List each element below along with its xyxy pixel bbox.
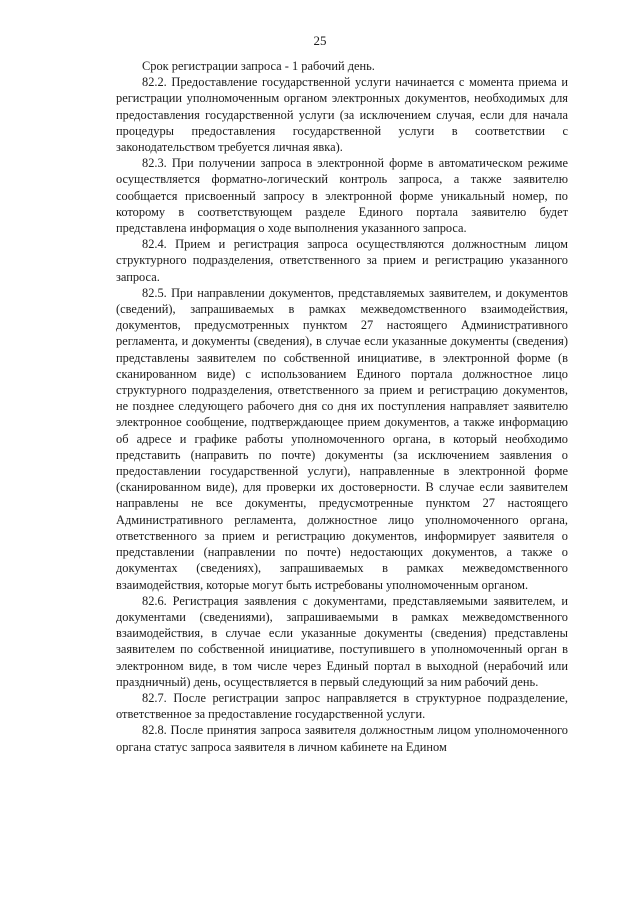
paragraph-82-8: 82.8. После принятия запроса заявителя должностным лицом уполномоченного органа статус запроса заявителя в личном кабинете на Едином [116,723,568,754]
paragraph-82-4: 82.4. Прием и регистрация запроса осуществляются должностным лицом структурного подразделения, ответственного за прием и регистрацию указанного запроса. [116,237,568,284]
paragraph-82-7: 82.7. После регистрации запрос направляется в структурное подразделение, ответственное за предоставление государственной услуги. [116,690,568,722]
paragraph-82-3: 82.3. При получении запроса в электронной форме в автоматическом режиме осуществляется форматно-логический контроль запроса, а также заявителю сообщается присвоенный запросу в электронной форме уникальный номер, по которому в соответствующем разделе Единого портала заявителю будет представлена информация о ходе выполнения указанного запроса. [116,156,568,236]
paragraph-82-5: 82.5. При направлении документов, представляемых заявителем, и документов (сведений), запрашиваемых в рамках межведомственного взаимодействия, документов, предусмотренных пунктом 27 настоящего Административного регламента, и документы (сведения), в случае если указанные документы (сведения) представлены заявителем по собственной инициативе, в электронной форме (в сканированном виде) с использованием Единого портала должностное лицо структурного подразделения, ответственного за прием и регистрацию документов, не позднее следующего рабочего дня со дня их поступления направляет заявителю электронное сообщение, подтверждающее прием документов, а также информацию об адресе и графике работы уполномоченного органа, в который необходимо представить (направить по почте) документы (за исключением заявления о предоставлении государственной услуги), направленные в электронной форме (сканированном виде), для проверки их достоверности. В случае если заявителем направлены не все документы, предусмотренные пунктом 27 настоящего Административного регламента, должностное лицо уполномоченного органа, ответственного за прием и регистрацию документов, информирует заявителя о представлении (направлении по почте) недостающих документов, а также о документах (сведениях), запрашиваемых в рамках межведомственного взаимодействия, которые могут быть истребованы уполномоченным органом. [116,285,568,592]
paragraph-82-2: 82.2. Предоставление государственной услуги начинается с момента приема и регистрации уполномоченным органом электронных документов, необходимых для предоставления государственной услуги (за исключением случая, если для начала процедуры предоставления государственной услуги в соответствии с законодательством требуется личная явка). [116,75,568,155]
page-number: 25 [313,33,327,48]
document-body [116,58,568,755]
paragraph-82-6: 82.6. Регистрация заявления с документами, представляемыми заявителем, и документами (сведениями), запрашиваемыми в рамках межведомственного взаимодействия, в случае если указанные документы (сведения) представлены заявителем по собственной инициативе, поступившего в уполномоченный орган в электронном виде, в том числе через Единый портал в выходной (нерабочий или праздничный) день, осуществляется в первый следующий за ним рабочий день. [116,593,568,689]
paragraph-registration-term: Срок регистрации запроса - 1 рабочий день. [142,59,375,73]
